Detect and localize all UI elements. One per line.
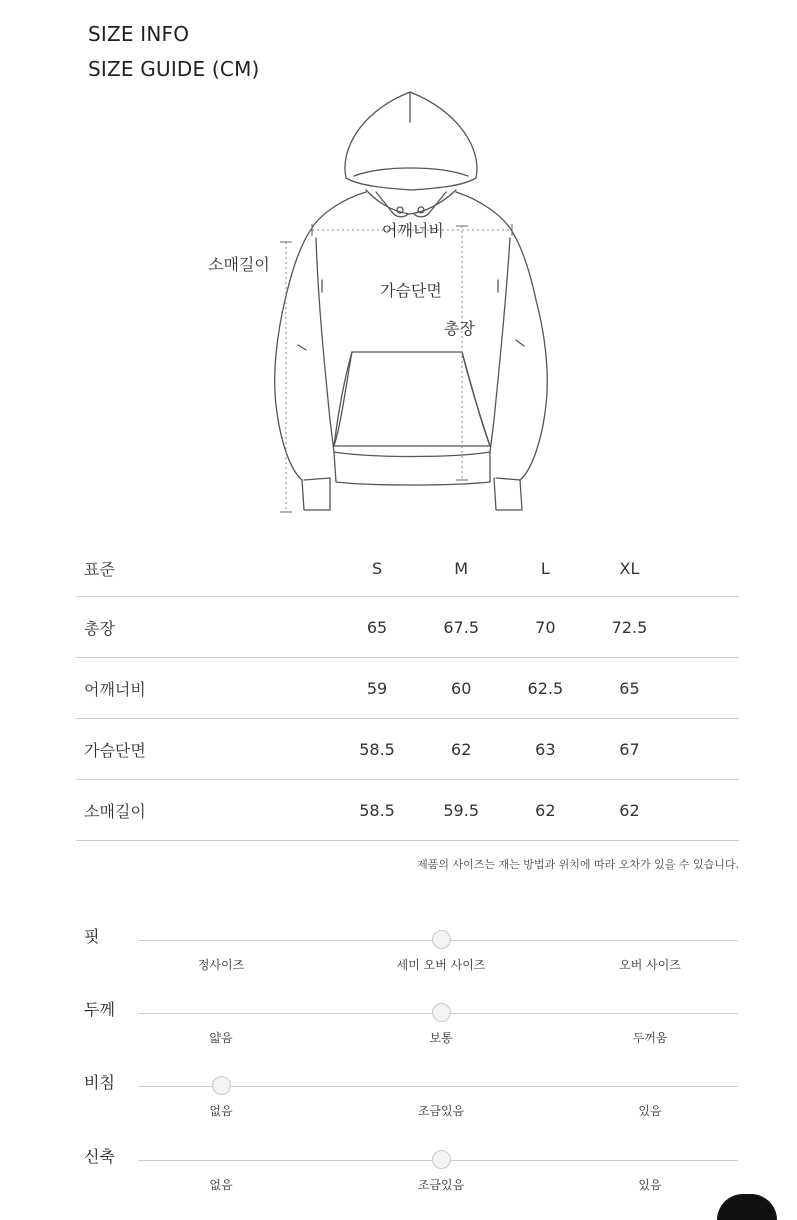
row-label: 총장 — [76, 597, 335, 658]
size-guide-subtitle: SIZE GUIDE (CM) — [88, 57, 260, 81]
hoodie-illustration — [0, 80, 797, 530]
table-cell: 58.5 — [335, 719, 419, 780]
table-cell: 70 — [503, 597, 587, 658]
scale-option: 없음 — [209, 1178, 233, 1192]
size-header-label: 표준 — [76, 540, 335, 597]
scale-indicator — [432, 930, 451, 949]
scale-indicator — [432, 1003, 451, 1022]
table-cell: 59.5 — [419, 780, 503, 841]
scale-indicator — [432, 1150, 451, 1169]
thickness-scale — [0, 997, 797, 1057]
scale-option: 있음 — [638, 1178, 662, 1192]
table-cell: 72.5 — [587, 597, 671, 658]
fit-scale — [0, 924, 797, 984]
table-cell: 67 — [587, 719, 671, 780]
chest-width-label: 가슴단면 — [380, 281, 442, 300]
sleeve-length-label: 소매길이 — [208, 255, 270, 274]
scale-option: 두꺼움 — [632, 1031, 668, 1045]
size-table-header-row — [76, 540, 739, 597]
scale-option: 보통 — [429, 1031, 453, 1045]
scale-option: 조금있음 — [417, 1104, 465, 1118]
scale-option: 세미 오버 사이즈 — [396, 958, 486, 972]
table-row — [76, 719, 739, 780]
scale-option: 정사이즈 — [197, 958, 245, 972]
scale-label: 신축 — [84, 1147, 115, 1166]
table-cell: 63 — [503, 719, 587, 780]
scale-option: 있음 — [638, 1104, 662, 1118]
table-cell: 65 — [587, 658, 671, 719]
table-cell: 67.5 — [419, 597, 503, 658]
table-cell: 59 — [335, 658, 419, 719]
stretch-scale — [0, 1144, 797, 1204]
scale-label: 비침 — [84, 1073, 115, 1092]
scale-option: 얇음 — [209, 1031, 233, 1045]
size-header-l: L — [503, 540, 587, 597]
size-info-title: SIZE INFO — [88, 22, 190, 46]
scale-indicator — [212, 1076, 231, 1095]
table-row — [76, 780, 739, 841]
table-cell: 65 — [335, 597, 419, 658]
size-header-xl: XL — [587, 540, 671, 597]
scale-option: 조금있음 — [417, 1178, 465, 1192]
table-row — [76, 597, 739, 658]
sheerness-scale — [0, 1070, 797, 1130]
table-cell: 58.5 — [335, 780, 419, 841]
hoodie-diagram — [0, 80, 797, 530]
scale-option: 오버 사이즈 — [619, 958, 681, 972]
measurement-note: 제품의 사이즈는 재는 방법과 위치에 따라 오차가 있을 수 있습니다. — [417, 858, 739, 871]
table-cell: 62 — [503, 780, 587, 841]
row-label: 소매길이 — [76, 780, 335, 841]
scale-option: 없음 — [209, 1104, 233, 1118]
size-header-m: M — [419, 540, 503, 597]
table-cell: 62 — [419, 719, 503, 780]
size-table — [76, 540, 739, 841]
total-length-label: 총장 — [444, 319, 475, 338]
table-cell: 62.5 — [503, 658, 587, 719]
scale-label: 핏 — [84, 927, 100, 946]
table-cell: 62 — [587, 780, 671, 841]
size-header-s: S — [335, 540, 419, 597]
scale-label: 두께 — [84, 1000, 115, 1019]
row-label: 가슴단면 — [76, 719, 335, 780]
table-cell: 60 — [419, 658, 503, 719]
shoulder-width-label: 어깨너비 — [382, 221, 444, 240]
row-label: 어깨너비 — [76, 658, 335, 719]
table-row — [76, 658, 739, 719]
